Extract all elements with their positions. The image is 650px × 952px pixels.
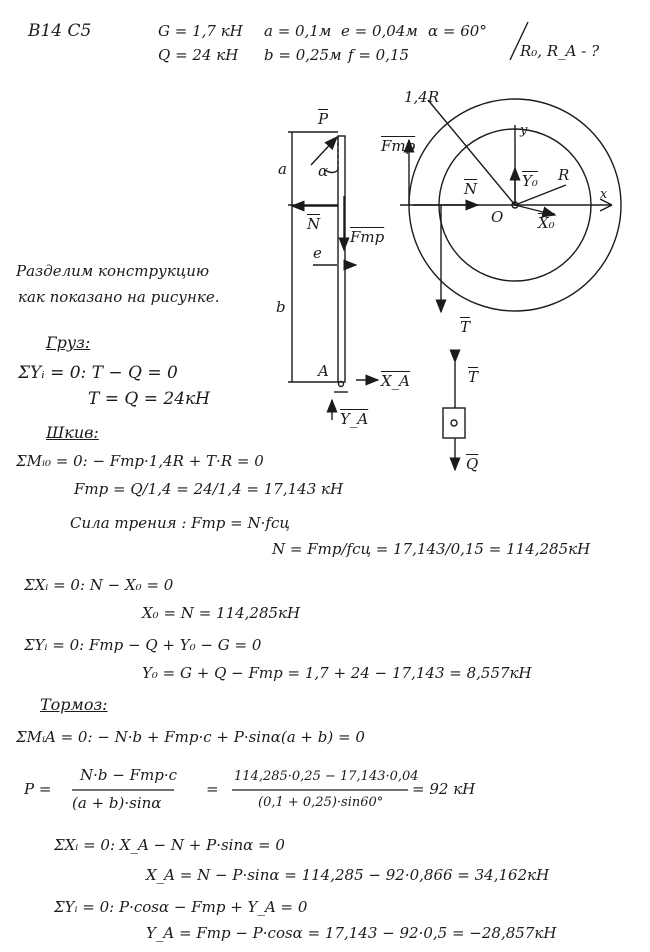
tormoz-line-XA: X_A = N − P·sinα = 114,285 − 92·0,866 = 34,162кН — [146, 866, 550, 884]
label-Ftr: Fтр — [350, 228, 385, 246]
load-block — [443, 408, 465, 438]
given-b: b = 0,25м — [264, 46, 342, 64]
brake-lever — [338, 136, 345, 382]
label-A: A — [318, 362, 329, 380]
shkiv-line-5: ΣXᵢ = 0: N − X₀ = 0 — [24, 576, 174, 594]
tormoz-frac1-num: N·b − Fтр·c — [80, 766, 178, 784]
given-G: G = 1,7 кН — [158, 22, 243, 40]
tormoz-line-YA: Y_A = Fтр − P·cosα = 17,143 − 92·0,5 = −28,857кН — [146, 924, 557, 942]
shkiv-line-8: Y₀ = G + Q − Fтр = 1,7 + 24 − 17,143 = 8,557кН — [142, 664, 532, 682]
label-O: O — [491, 208, 504, 226]
note-line-2: как показано на рисунке. — [18, 288, 220, 306]
tormoz-equals: = — [206, 780, 219, 798]
given-f: f = 0,15 — [348, 46, 410, 64]
tormoz-line-Ysum: ΣYᵢ = 0: P·cosα − Fтр + Y_A = 0 — [54, 898, 308, 916]
force-P-arrow — [311, 137, 337, 165]
section-title-gruz: Груз: — [46, 333, 91, 352]
tormoz-line-1: ΣMᵢA = 0: − N·b + Fтр·c + P·sinα(a + b) = 0 — [16, 728, 365, 746]
label-alpha: α — [318, 162, 329, 180]
label-YA: Y_A — [340, 410, 369, 428]
header-slash — [510, 22, 528, 60]
unknowns: R₀, R_A - ? — [520, 42, 600, 60]
label-XA: X_A — [381, 372, 411, 390]
label-R: R — [558, 166, 570, 184]
label-e: e — [313, 244, 322, 262]
given-e: e = 0,04м — [341, 22, 418, 40]
tormoz-frac2-den: (0,1 + 0,25)·sin60° — [258, 795, 384, 810]
label-T: $\overline{T}$ — [460, 318, 471, 336]
label-P: $\overline{P}$ — [318, 110, 329, 128]
given-a: a = 0,1м — [264, 22, 332, 40]
shkiv-line-7: ΣYᵢ = 0: Fтр − Q + Y₀ − G = 0 — [24, 636, 262, 654]
label-N2: $\overline{N}$ — [464, 180, 478, 198]
shkiv-line-6: X₀ = N = 114,285кН — [142, 604, 301, 622]
label-b: b — [276, 298, 286, 316]
label-N: $\overline{N}$ — [307, 215, 321, 233]
shkiv-line-1: ΣMᵢ₀ = 0: − Fтр·1,4R + T·R = 0 — [16, 452, 264, 470]
label-a: a — [278, 160, 287, 178]
shkiv-line-4: N = Fтр/fсц = 17,143/0,15 = 114,285кН — [272, 540, 591, 558]
gruz-line-2: T = Q = 24кН — [88, 389, 210, 409]
label-T2: $\overline{T}$ — [468, 368, 479, 386]
tormoz-line-Xsum: ΣXᵢ = 0: X_A − N + P·sinα = 0 — [54, 836, 285, 854]
tormoz-frac1-den: (a + b)·sinα — [72, 794, 162, 812]
given-Q: Q = 24 кН — [158, 46, 239, 64]
variant-label: B14 C5 — [28, 21, 92, 41]
note-line-1: Разделим конструкцию — [16, 262, 210, 280]
tormoz-P-result: = 92 кН — [412, 780, 476, 798]
label-X0: X₀ — [538, 214, 555, 232]
label-1.4R: 1,4R — [404, 88, 440, 106]
label-Y0: Y₀ — [522, 172, 538, 190]
tormoz-frac2-num: 114,285·0,25 − 17,143·0,04 — [234, 769, 419, 784]
tormoz-P-label: P = — [24, 780, 52, 798]
label-y: y — [520, 123, 528, 138]
shkiv-line-3: Сила трения : Fтр = N·fсц — [70, 514, 290, 532]
label-Q: $\overline{Q}$ — [466, 455, 479, 473]
section-title-shkiv: Шкив: — [46, 423, 99, 442]
given-alpha: α = 60° — [428, 22, 487, 40]
gruz-line-1: ΣYᵢ = 0: T − Q = 0 — [18, 363, 178, 383]
shkiv-line-2: Fтр = Q/1,4 = 24/1,4 = 17,143 кН — [74, 480, 344, 498]
label-x: x — [600, 187, 608, 202]
section-title-tormoz: Тормоз: — [40, 695, 108, 714]
label-Ftr2: Fтр — [381, 137, 416, 155]
